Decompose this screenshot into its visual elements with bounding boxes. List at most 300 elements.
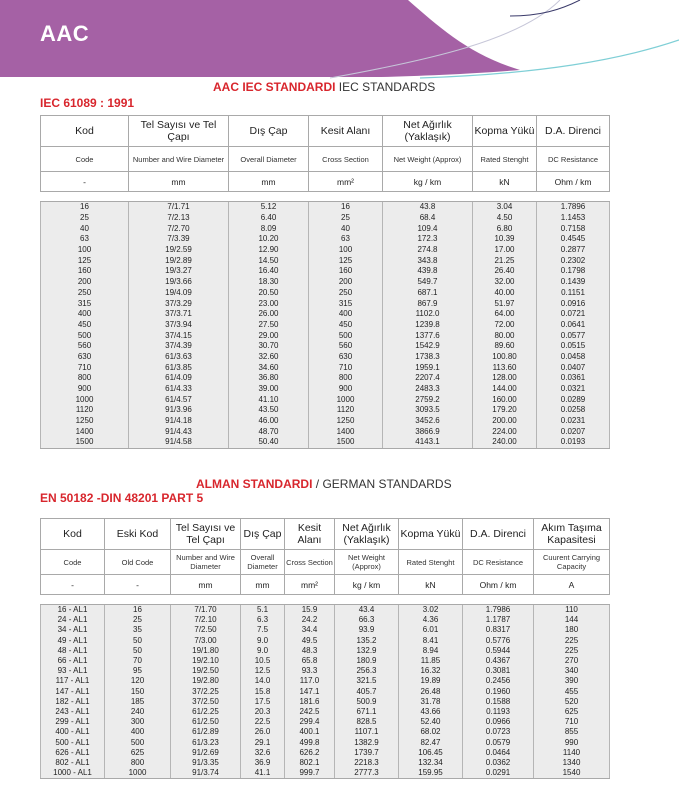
table-cell: 16.32 [399,666,463,676]
table-cell: 240 [105,707,171,717]
table-cell: 68.02 [399,727,463,737]
table-cell: 0.8317 [463,625,534,635]
table-cell: 400 [309,309,383,320]
table-cell: 19/4.09 [129,288,229,299]
table-cell: 41.10 [229,394,309,405]
table-cell: 125 [309,255,383,266]
table-cell: 0.0291 [463,768,534,779]
table-cell: 61/4.09 [129,373,229,384]
table-cell: 16 [309,202,383,213]
table-row [41,575,610,595]
table-cell: 626 - AL1 [41,748,105,758]
table-cell: 68.4 [383,213,473,224]
table-cell: 8.41 [399,636,463,646]
header-cell-en: DC Resistance [463,550,534,575]
table-cell: 61/3.63 [129,352,229,363]
table-cell: 802.1 [285,758,335,768]
header-cell-en: Overall Diameter [241,550,285,575]
header-row-en [41,147,610,172]
table-cell: 0.4367 [463,656,534,666]
header-cell: Kopma Yükü [399,519,463,550]
table-cell: 49.5 [285,636,335,646]
table-cell: 0.2456 [463,676,534,686]
table-cell: 450 [309,320,383,331]
table-cell: 24.2 [285,615,335,625]
table-cell: 95 [105,666,171,676]
table-cell: 242.5 [285,707,335,717]
table-cell: 5.12 [229,202,309,213]
table-cell: 61/3.23 [171,737,241,747]
header-cell: D.A. Direnci [463,519,534,550]
table-cell: 20.3 [241,707,285,717]
table-cell: 70 [105,656,171,666]
table-cell: 37/4.39 [129,341,229,352]
table-cell: 1250 [41,416,129,427]
table-cell: 34.60 [229,362,309,373]
table-cell: 117.0 [285,676,335,686]
table-row [41,384,610,395]
table-cell: 40 [309,223,383,234]
table-cell: 172.3 [383,234,473,245]
table-cell: 0.0916 [537,298,610,309]
table-row [41,636,610,646]
table-cell: 7.5 [241,625,285,635]
unit-cell: mm² [309,172,383,192]
header-cell: Dış Çap [241,519,285,550]
table-cell: 2759.2 [383,394,473,405]
table-row [41,656,610,666]
section2-title: ALMAN STANDARDI / GERMAN STANDARDS [196,477,452,491]
table-cell: 0.0641 [537,320,610,331]
table-cell: 7/1.70 [171,605,241,616]
table-cell: 93.3 [285,666,335,676]
table-cell: 39.00 [229,384,309,395]
unit-cell: kg / km [335,575,399,595]
section1-standard: IEC 61089 : 1991 [40,96,135,110]
table-cell: 256.3 [335,666,399,676]
table-cell: 560 [41,341,129,352]
unit-cell: mm [241,575,285,595]
table-cell: 1377.6 [383,330,473,341]
table-cell: 9.0 [241,646,285,656]
table-cell: 43.66 [399,707,463,717]
table-row [41,266,610,277]
table-cell: 299 - AL1 [41,717,105,727]
table-cell: 25 [105,615,171,625]
table-cell: 29.1 [241,737,285,747]
table-cell: 0.0577 [537,330,610,341]
table-cell: 91/4.43 [129,426,229,437]
table-cell: 1738.3 [383,352,473,363]
table-cell: 19/2.89 [129,255,229,266]
table-cell: 160 [309,266,383,277]
header-row-tr [41,116,610,147]
table-cell: 1382.9 [335,737,399,747]
table-cell: 340 [534,666,610,676]
table-cell: 50 [105,636,171,646]
table-cell: 15.8 [241,687,285,697]
unit-cell: kN [399,575,463,595]
table-cell: 147 - AL1 [41,687,105,697]
table-row [41,625,610,635]
table-row [41,255,610,266]
table-cell: 900 [41,384,129,395]
table-row [41,373,610,384]
table-cell: 625 [534,707,610,717]
table-cell: 34 - AL1 [41,625,105,635]
table-cell: 150 [105,687,171,697]
table-cell: 132.34 [399,758,463,768]
table-cell: 46.00 [229,416,309,427]
table-cell: 200 [309,277,383,288]
table-cell: 867.9 [383,298,473,309]
table-cell: 200 [41,277,129,288]
table-cell: 315 [41,298,129,309]
table-cell: 0.0464 [463,748,534,758]
table-cell: 630 [41,352,129,363]
table-cell: 0.0258 [537,405,610,416]
table-cell: 455 [534,687,610,697]
table-cell: 14.0 [241,676,285,686]
table-cell: 36.80 [229,373,309,384]
table-cell: 15.9 [285,605,335,616]
table-cell: 72.00 [473,320,537,331]
table-cell: 144.00 [473,384,537,395]
table-cell: 900 [309,384,383,395]
header-cell: Kesit Alanı [309,116,383,147]
table-row [41,309,610,320]
table-row [41,426,610,437]
table-cell: 2777.3 [335,768,399,779]
table-cell: 710 [309,362,383,373]
table-cell: 1120 [309,405,383,416]
header-cell: Kopma Yükü [473,116,537,147]
table-cell: 40 [41,223,129,234]
table-cell: 800 [41,373,129,384]
table-cell: 0.0207 [537,426,610,437]
table-cell: 1340 [534,758,610,768]
table-cell: 1239.8 [383,320,473,331]
unit-cell: mm² [285,575,335,595]
header-cell-en: Old Code [105,550,171,575]
table-cell: 1.7986 [463,605,534,616]
table-cell: 17.5 [241,697,285,707]
table-cell: 828.5 [335,717,399,727]
table-cell: 19/3.66 [129,277,229,288]
table-cell: 1000 [105,768,171,779]
table-cell: 6.40 [229,213,309,224]
table-row [41,437,610,448]
header-cell-en: Cross Section [285,550,335,575]
table-cell: 91/4.58 [129,437,229,448]
table-cell: 250 [41,288,129,299]
table-cell: 19/2.80 [171,676,241,686]
table-cell: 6.80 [473,223,537,234]
table-cell: 19/2.59 [129,245,229,256]
table-cell: 0.0321 [537,384,610,395]
table-cell: 0.1193 [463,707,534,717]
table-cell: 2483.3 [383,384,473,395]
table-cell: 1400 [309,426,383,437]
table-cell: 37/2.25 [171,687,241,697]
table-cell: 549.7 [383,277,473,288]
table-cell: 0.0193 [537,437,610,448]
table-cell: 82.47 [399,737,463,747]
table-cell: 1000 [41,394,129,405]
table-cell: 40.00 [473,288,537,299]
unit-cell: - [41,172,129,192]
table-cell: 144 [534,615,610,625]
table-cell: 61/2.50 [171,717,241,727]
table-row [41,213,610,224]
table-row [41,717,610,727]
unit-cell: mm [171,575,241,595]
table-cell: 66.3 [335,615,399,625]
table-cell: 450 [41,320,129,331]
table-cell: 160.00 [473,394,537,405]
table-cell: 19/2.50 [171,666,241,676]
table-cell: 50.40 [229,437,309,448]
table-cell: 8.94 [399,646,463,656]
table-cell: 109.4 [383,223,473,234]
table-cell: 21.25 [473,255,537,266]
brand-title: AAC [40,21,90,46]
table-cell: 270 [534,656,610,666]
table-cell: 50 [105,646,171,656]
table-row [41,707,610,717]
table-cell: 182 - AL1 [41,697,105,707]
table-cell: 439.8 [383,266,473,277]
header-cell: Net Ağırlık (Yaklaşık) [335,519,399,550]
table-cell: 10.20 [229,234,309,245]
table-cell: 93 - AL1 [41,666,105,676]
header-cell: D.A. Direnci [537,116,610,147]
table-cell: 14.50 [229,255,309,266]
table-cell: 48.70 [229,426,309,437]
header-cell: Tel Sayısı ve Tel Çapı [129,116,229,147]
table-cell: 66 - AL1 [41,656,105,666]
table-cell: 4.50 [473,213,537,224]
table-cell: 405.7 [335,687,399,697]
table-cell: 0.1798 [537,266,610,277]
header-cell: Kod [41,116,129,147]
table-row [41,666,610,676]
table-cell: 1.7896 [537,202,610,213]
table-cell: 520 [534,697,610,707]
table-cell: 128.00 [473,373,537,384]
header-cell-en: Net Weight (Approx) [383,147,473,172]
table-cell: 800 [105,758,171,768]
table-cell: 0.7158 [537,223,610,234]
table-cell: 3.04 [473,202,537,213]
table-cell: 61/2.89 [171,727,241,737]
header-row-en [41,550,610,575]
table-cell: 8.09 [229,223,309,234]
table-cell: 35 [105,625,171,635]
table-cell: 61/4.33 [129,384,229,395]
table-cell: 1140 [534,748,610,758]
header-row-units [41,172,610,192]
table-cell: 3.02 [399,605,463,616]
unit-cell: - [105,575,171,595]
table-cell: 710 [41,362,129,373]
table-cell: 400 [41,309,129,320]
table-cell: 43.4 [335,605,399,616]
header-cell-en: Overall Diameter [229,147,309,172]
table-cell: 240.00 [473,437,537,448]
table-cell: 343.8 [383,255,473,266]
table-cell: 113.60 [473,362,537,373]
table-cell: 27.50 [229,320,309,331]
table-cell: 91/3.96 [129,405,229,416]
table-cell: 671.1 [335,707,399,717]
header-cell-en: Cuurent Carrying Capacity [534,550,610,575]
table-cell: 0.0458 [537,352,610,363]
table-cell: 250 [309,288,383,299]
header-cell-en: Rated Stenght [399,550,463,575]
table-cell: 25 [41,213,129,224]
table-cell: 0.0289 [537,394,610,405]
table-cell: 147.1 [285,687,335,697]
header-cell: Tel Sayısı ve Tel Çapı [171,519,241,550]
table-cell: 19/3.27 [129,266,229,277]
header-cell: Akım Taşıma Kapasitesi [534,519,610,550]
table-cell: 11.85 [399,656,463,666]
table-cell: 135.2 [335,636,399,646]
header-cell-en: Number and Wire Diameter [129,147,229,172]
table-cell: 17.00 [473,245,537,256]
table-cell: 61/3.85 [129,362,229,373]
table-cell: 7/2.10 [171,615,241,625]
table-cell: 0.1151 [537,288,610,299]
table-row [41,748,610,758]
header-cell: Eski Kod [105,519,171,550]
table-cell: 30.70 [229,341,309,352]
table-row [41,416,610,427]
table-cell: 100.80 [473,352,537,363]
table-cell: 48.3 [285,646,335,656]
table-row [41,223,610,234]
table-cell: 179.20 [473,405,537,416]
table-cell: 34.4 [285,625,335,635]
table-row [41,362,610,373]
table-cell: 51.97 [473,298,537,309]
table-cell: 0.0723 [463,727,534,737]
unit-cell: kN [473,172,537,192]
table-cell: 26.0 [241,727,285,737]
table-cell: 16 - AL1 [41,605,105,616]
table-cell: 1500 [41,437,129,448]
table-row [41,605,610,616]
table-cell: 0.2302 [537,255,610,266]
table-cell: 1102.0 [383,309,473,320]
table-cell: 300 [105,717,171,727]
table-row [41,519,610,550]
header-row-tr [41,519,610,550]
table-cell: 7/2.50 [171,625,241,635]
table-cell: 43.8 [383,202,473,213]
table-cell: 626.2 [285,748,335,758]
header-cell: Kesit Alanı [285,519,335,550]
table-cell: 990 [534,737,610,747]
table-cell: 52.40 [399,717,463,727]
header-banner [0,0,679,80]
table-cell: 0.0231 [537,416,610,427]
table-cell: 19.89 [399,676,463,686]
table-cell: 32.00 [473,277,537,288]
table-cell: 91/2.69 [171,748,241,758]
table-cell: 7/2.13 [129,213,229,224]
table-cell: 36.9 [241,758,285,768]
table-cell: 10.39 [473,234,537,245]
table-row [41,697,610,707]
table-cell: 16.40 [229,266,309,277]
unit-cell: mm [129,172,229,192]
table-cell: 630 [309,352,383,363]
table-cell: 1120 [41,405,129,416]
table-cell: 91/4.18 [129,416,229,427]
table-cell: 3866.9 [383,426,473,437]
table-cell: 1000 [309,394,383,405]
table-row [41,687,610,697]
table-cell: 4.36 [399,615,463,625]
table-cell: 1250 [309,416,383,427]
table-cell: 0.0721 [537,309,610,320]
table-cell: 65.8 [285,656,335,666]
header-cell: Net Ağırlık (Yaklaşık) [383,116,473,147]
table-cell: 100 [41,245,129,256]
table-cell: 37/4.15 [129,330,229,341]
table-cell: 390 [534,676,610,686]
unit-cell: kg / km [383,172,473,192]
table-cell: 61/2.25 [171,707,241,717]
table-cell: 5.1 [241,605,285,616]
table-cell: 32.60 [229,352,309,363]
table-cell: 43.50 [229,405,309,416]
table-cell: 19/1.80 [171,646,241,656]
header-cell-en: DC Resistance [537,147,610,172]
table-cell: 24 - AL1 [41,615,105,625]
table-cell: 48 - AL1 [41,646,105,656]
table-cell: 16 [105,605,171,616]
table-cell: 16 [41,202,129,213]
unit-cell: mm [229,172,309,192]
table-cell: 1107.1 [335,727,399,737]
table-cell: 299.4 [285,717,335,727]
table-cell: 6.01 [399,625,463,635]
table-cell: 200.00 [473,416,537,427]
table-cell: 10.5 [241,656,285,666]
table-cell: 63 [309,234,383,245]
table-cell: 37/3.29 [129,298,229,309]
table-cell: 22.5 [241,717,285,727]
table-cell: 1.1787 [463,615,534,625]
table-row [41,341,610,352]
table-cell: 100 [309,245,383,256]
iec-standards-table [40,115,610,449]
table-cell: 12.90 [229,245,309,256]
table-cell: 26.00 [229,309,309,320]
table-cell: 18.30 [229,277,309,288]
table-cell: 26.40 [473,266,537,277]
table-row [41,116,610,147]
table-cell: 4143.1 [383,437,473,448]
table-cell: 0.3081 [463,666,534,676]
table-cell: 91/3.74 [171,768,241,779]
table-cell: 2218.3 [335,758,399,768]
table-cell: 687.1 [383,288,473,299]
table-cell: 6.3 [241,615,285,625]
